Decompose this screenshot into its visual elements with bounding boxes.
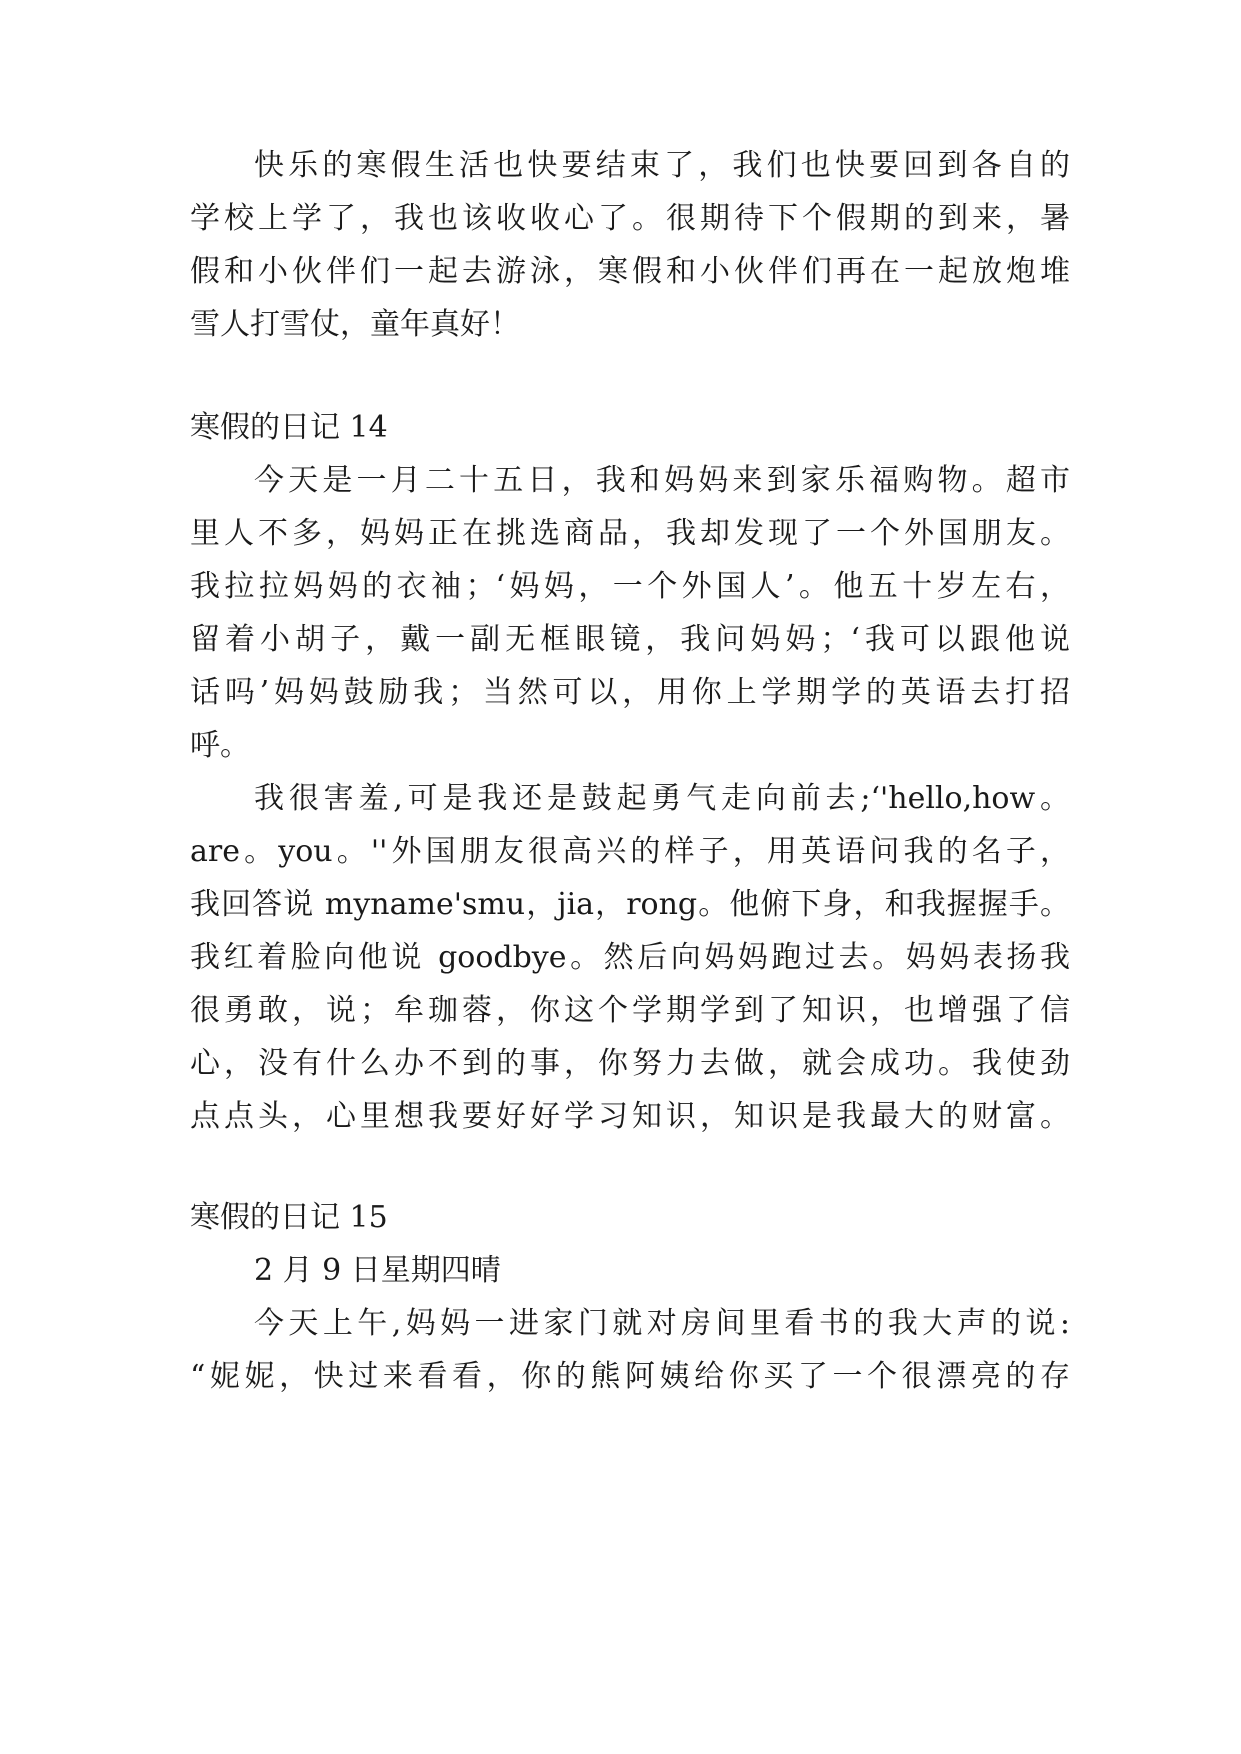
- entry14-p1-line-4: 留着小胡子，戴一副无框眼镜，我问妈妈；‘我可以跟他说: [190, 622, 1070, 657]
- entry14-title: 寒假的日记 14: [190, 410, 388, 445]
- entry14-p1-line-3: 我拉拉妈妈的衣袖；‘妈妈，一个外国人’。他五十岁左右，: [190, 569, 1070, 604]
- entry14-p1-line-5: 话吗’妈妈鼓励我；当然可以，用你上学期学的英语去打招: [190, 675, 1070, 710]
- intro-line-4: 雪人打雪仗，童年真好！: [190, 307, 520, 342]
- intro-line-1: 快乐的寒假生活也快要结束了，我们也快要回到各自的: [254, 148, 1070, 183]
- entry14-p2-line-1: 我很害羞,可是我还是鼓起勇气走向前去;‘'hello,how。: [254, 781, 1070, 816]
- entry15-p1-line-2: “妮妮，快过来看看，你的熊阿姨给你买了一个很漂亮的存: [190, 1359, 1070, 1394]
- entry14-p2-line-4: 我红着脸向他说 goodbye。然后向妈妈跑过去。妈妈表扬我: [190, 940, 1070, 975]
- entry14-p2-line-6: 心，没有什么办不到的事，你努力去做，就会成功。我使劲: [190, 1046, 1070, 1081]
- entry15-p1-line-1: 今天上午,妈妈一进家门就对房间里看书的我大声的说:: [254, 1306, 1070, 1341]
- intro-line-2: 学校上学了，我也该收收心了。很期待下个假期的到来，暑: [190, 201, 1070, 236]
- entry14-p2-line-5: 很勇敢，说；牟珈蓉，你这个学期学到了知识，也增强了信: [190, 993, 1070, 1028]
- intro-line-3: 假和小伙伴们一起去游泳，寒假和小伙伴们再在一起放炮堆: [190, 254, 1070, 289]
- entry14-p1-line-1: 今天是一月二十五日，我和妈妈来到家乐福购物。超市: [254, 463, 1070, 498]
- entry14-p2-line-3: 我回答说 myname'smu，jia，rong。他俯下身，和我握握手。: [190, 887, 1070, 922]
- entry15-date: 2 月 9 日星期四晴: [254, 1253, 501, 1288]
- entry15-title: 寒假的日记 15: [190, 1200, 388, 1235]
- entry14-p1-line-6: 呼。: [190, 728, 250, 763]
- entry14-p1-line-2: 里人不多，妈妈正在挑选商品，我却发现了一个外国朋友。: [190, 516, 1070, 551]
- entry14-p2-line-2: are。you。''外国朋友很高兴的样子，用英语问我的名子，: [190, 834, 1070, 869]
- entry14-p2-line-7: 点点头，心里想我要好好学习知识，知识是我最大的财富。: [190, 1099, 1070, 1134]
